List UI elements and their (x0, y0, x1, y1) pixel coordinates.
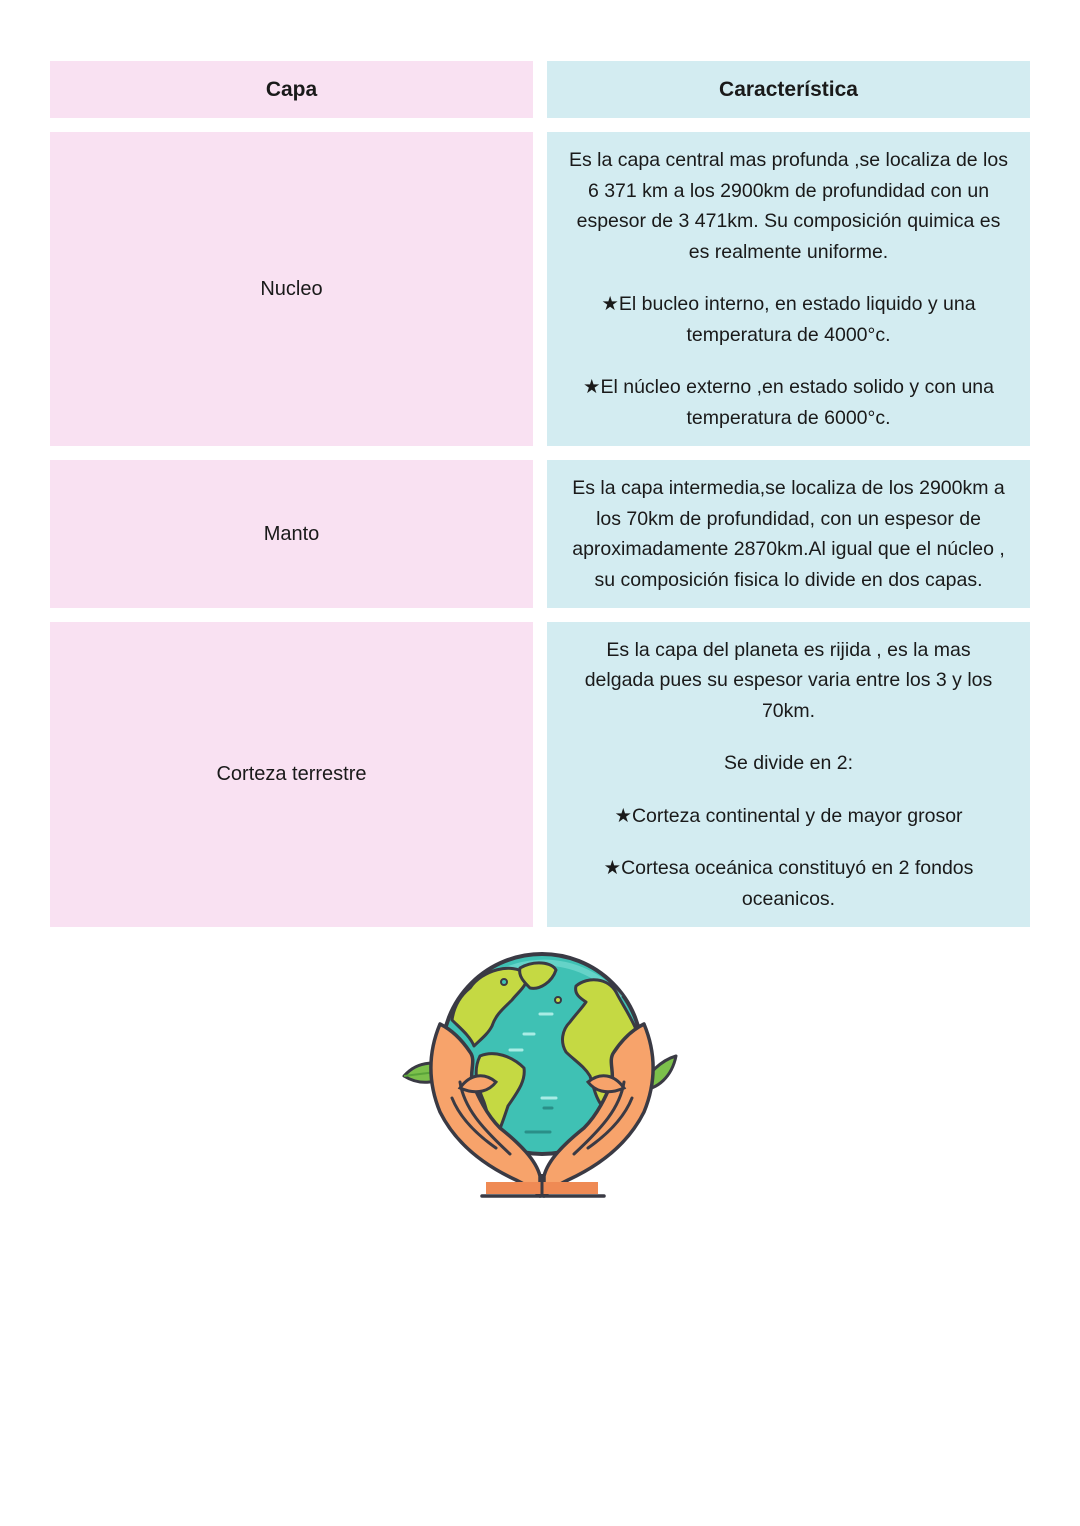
table-row (50, 460, 1030, 608)
table-row (50, 132, 1030, 446)
characteristic-paragraph: ★Corteza continental y de mayor grosor (614, 804, 963, 827)
characteristic-paragraph: Se divide en 2: (723, 752, 853, 775)
layer-name: Nucleo (260, 277, 323, 300)
characteristic-paragraph: Es la capa intermedia,se localiza de los 2900km a los 70km de profundidad, con un espesor de aproximadamente 2870km.Al igual que el núcleo , su composición fisica lo divide en dos capas. (572, 477, 1005, 591)
header-characteristic: Característica (547, 61, 1030, 118)
characteristic-paragraph: Es la capa central mas profunda ,se localiza de los 6 371 km a los 2900km de profundidad con un espesor de 3 471km. Su composición quimica es es realmente uniforme. (569, 149, 1008, 263)
layer-cell (50, 622, 533, 927)
characteristic-cell (547, 460, 1030, 608)
characteristic-cell (547, 132, 1030, 446)
header-layer: Capa (50, 61, 533, 118)
earth-layers-table (50, 61, 1030, 941)
characteristic-paragraph: ★Cortesa oceánica constituyó en 2 fondos oceanicos. (603, 857, 974, 910)
characteristic-paragraph: ★El núcleo externo ,en estado solido y con una temperatura de 6000°c. (583, 376, 994, 429)
table-row (50, 622, 1030, 927)
globe-in-hands-icon (400, 948, 680, 1203)
characteristic-paragraph: Es la capa del planeta es rijida , es la mas delgada pues su espesor varia entre los 3 y los 70km. (584, 638, 993, 722)
table-header-row (50, 61, 1030, 118)
layer-cell (50, 460, 533, 608)
layer-name: Manto (263, 522, 320, 545)
layer-name: Corteza terrestre (216, 763, 367, 785)
characteristic-paragraph: ★El bucleo interno, en estado liquido y una temperatura de 4000°c. (601, 293, 976, 346)
layer-cell (50, 132, 533, 446)
characteristic-cell (547, 622, 1030, 927)
